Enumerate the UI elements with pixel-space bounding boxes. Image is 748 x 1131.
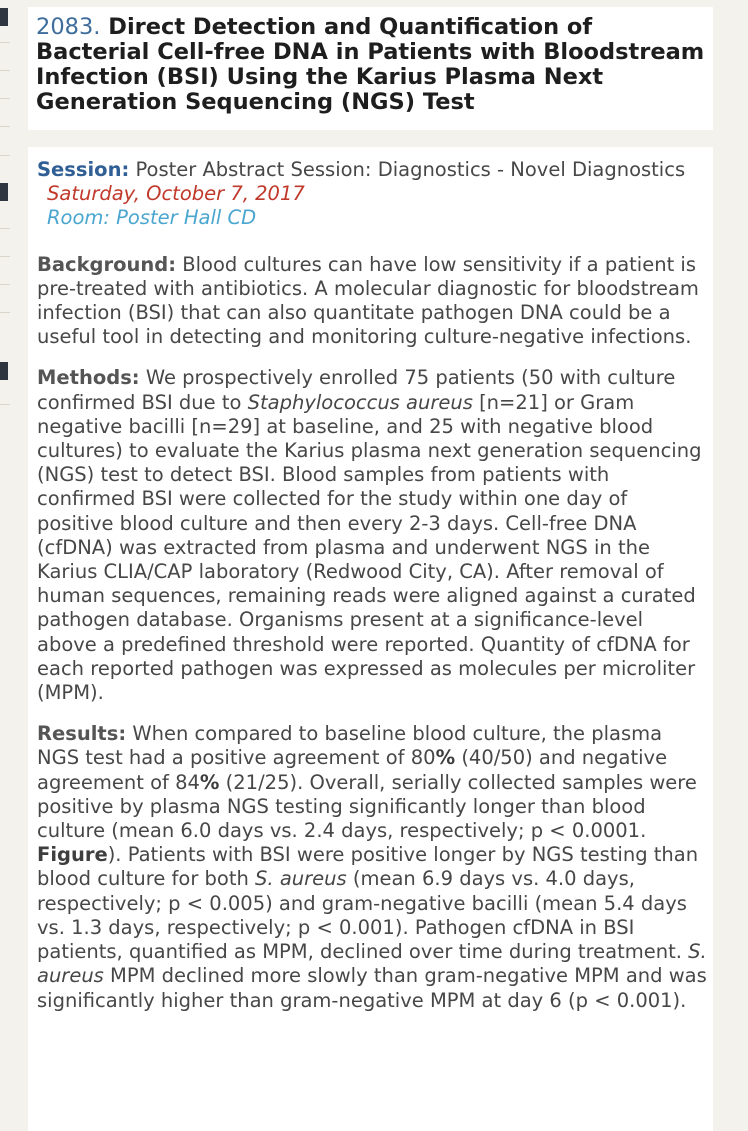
results-organism: S. aureus [255, 867, 347, 891]
background-text: Blood cultures can have low sensitivity if a patient is pre-treated with antibiotics. A molecular diagnostic for bloodstream infection (BSI) that can also quantitate pathogen DNA could be a useful tool in detecting and monitoring culture-negative infections. [37, 252, 699, 349]
rail-divider [0, 155, 10, 156]
results-text: MPM declined more slowly than gram-negative MPM and was significantly higher than gram-negative MPM at day 6 (p < 0.001). [37, 964, 707, 1012]
percent-sign: % [435, 746, 456, 770]
abstract-title-text: Direct Detection and Quantification of Bacterial Cell-free DNA in Patients with Bloodstream Infection (BSI) Using the Karius Plasma Next Generation Sequencing (NGS) Test [36, 14, 705, 115]
results-label: Results: [37, 722, 127, 746]
methods-text: [n=21] or Gram negative bacilli [n=29] at baseline, and 25 with negative blood cultures) to evaluate the Karius plasma next generation sequencing (NGS) test to detect BSI. Blood samples from patients with confirmed BSI were collected for the study within one day of positive blood culture and then every 2-3 days. Cell-free DNA (cfDNA) was extracted from plasma and underwent NGS in the Karius CLIA/CAP laboratory (Redwood City, CA). After removal of human sequences, remaining reads were aligned against a curated pathogen database. Organisms present at a significance-level above a predefined threshold were reported. Quantity of cfDNA for each reported pathogen was expressed as molecules per microliter (MPM). [37, 390, 702, 705]
results-text: (mean 6.9 days vs. 4.0 days, respectively; p < 0.005) and gram-negative bacilli (mean 5.4 days vs. 1.3 days, respectively; p < 0.001). Pathogen cfDNA in BSI patients, quantified as MPM, declined over time during treatment. [37, 867, 687, 964]
methods-organism: Staphylococcus aureus [247, 390, 473, 414]
rail-divider [0, 404, 10, 405]
session-info [37, 158, 709, 182]
left-margin-rail [0, 0, 26, 1131]
results-section [37, 722, 709, 1012]
abstract-body-card [28, 147, 713, 1131]
figure-reference: Figure [37, 843, 108, 867]
methods-label: Methods: [37, 366, 140, 390]
background-label: Background: [37, 252, 177, 276]
rail-divider [0, 70, 10, 71]
rail-divider [0, 312, 10, 313]
results-text: (40/50) and negative agreement of 84 [37, 746, 668, 794]
abstract-number: 2083. [36, 14, 101, 40]
session-date: Saturday, October 7, 2017 [47, 182, 305, 206]
rail-marker [0, 183, 8, 201]
rail-divider [0, 284, 10, 285]
session-name: Poster Abstract Session: Diagnostics - Novel Diagnostics [135, 158, 686, 181]
rail-divider [0, 98, 10, 99]
rail-divider [0, 126, 10, 127]
rail-marker [0, 8, 8, 26]
rail-divider [0, 228, 10, 229]
results-text: When compared to baseline blood culture, the plasma NGS test had a positive agreement of 80 [37, 722, 663, 770]
rail-marker [0, 362, 8, 380]
rail-divider [0, 256, 10, 257]
results-text: (21/25). Overall, serially collected samples were positive by plasma NGS testing significantly longer than blood culture (mean 6.0 days vs. 2.4 days, respectively; p < 0.0001. [37, 770, 697, 843]
results-organism: S. aureus [37, 940, 707, 988]
methods-section [37, 366, 709, 705]
session-room: Room: Poster Hall CD [47, 206, 257, 230]
session-label: Session: [37, 158, 130, 181]
abstract-title [36, 15, 705, 115]
abstract-title-card [28, 7, 713, 130]
methods-text: We prospectively enrolled 75 patients (50 with culture confirmed BSI due to [37, 366, 676, 414]
background-section [37, 253, 709, 350]
rail-divider [0, 42, 10, 43]
results-text: ). Patients with BSI were positive longer by NGS testing than blood culture for both [37, 843, 699, 891]
percent-sign: % [199, 770, 220, 794]
